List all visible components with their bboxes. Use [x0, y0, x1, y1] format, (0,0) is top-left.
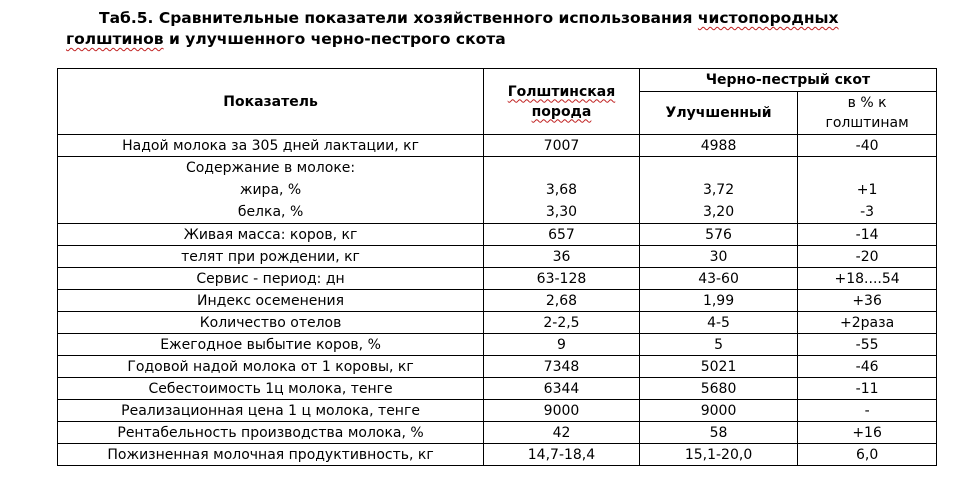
row-label: Надой молока за 305 дней лактации, кг	[58, 135, 484, 157]
cell-pct: -40	[798, 135, 937, 157]
cell-improved: 43-60	[639, 268, 797, 290]
header-pct	[798, 92, 937, 135]
row-label: Живая масса: коров, кг	[58, 224, 484, 246]
table-row	[58, 334, 937, 356]
cell-improved: 9000	[639, 400, 797, 422]
header-row	[58, 69, 937, 92]
cell-value: +1	[856, 182, 878, 198]
empty-line	[484, 157, 639, 179]
row-label: телят при рождении, кг	[58, 246, 484, 268]
header-indicator: Показатель	[58, 69, 484, 135]
cell-value: 3,20	[702, 204, 735, 220]
header-pct-label: в % к голштинам	[825, 95, 909, 131]
row-label	[58, 157, 484, 224]
title-text-part: Таб.5. Сравнительные показатели хозяйственного использования	[99, 9, 698, 27]
row-label-sub: жира, %	[239, 182, 302, 198]
cell-improved	[639, 157, 797, 224]
cell-pct: +18....54	[798, 268, 937, 290]
table-row	[58, 356, 937, 378]
cell-improved: 15,1-20,0	[639, 444, 797, 466]
table-row	[58, 246, 937, 268]
table-title-line2	[66, 29, 936, 50]
cell-improved: 576	[639, 224, 797, 246]
table-row	[58, 378, 937, 400]
header-holstein-label: Голштинская порода	[507, 83, 616, 120]
row-label: Реализационная цена 1 ц молока, тенге	[58, 400, 484, 422]
row-label-sub: белка, %	[237, 204, 304, 220]
row-label: Количество отелов	[58, 312, 484, 334]
cell-value: 3,72	[702, 182, 735, 198]
row-label: Индекс осеменения	[58, 290, 484, 312]
row-label: Годовой надой молока от 1 коровы, кг	[58, 356, 484, 378]
table-row	[58, 268, 937, 290]
cell-pct: -14	[798, 224, 937, 246]
table-row	[58, 135, 937, 157]
cell-value: 3,68	[545, 182, 578, 198]
cell-pct: +2раза	[798, 312, 937, 334]
cell-holstein: 14,7-18,4	[484, 444, 640, 466]
cell-holstein: 63-128	[484, 268, 640, 290]
row-label: Сервис - период: дн	[58, 268, 484, 290]
cell-pct: -	[798, 400, 937, 422]
table-row	[58, 224, 937, 246]
header-improved: Улучшенный	[639, 92, 797, 135]
row-label: Пожизненная молочная продуктивность, кг	[58, 444, 484, 466]
header-holstein	[484, 69, 640, 135]
cell-value: 3,30	[545, 204, 578, 220]
row-label: Рентабельность производства молока, %	[58, 422, 484, 444]
cell-improved: 5680	[639, 378, 797, 400]
table-row	[58, 400, 937, 422]
empty-line	[640, 157, 797, 179]
cell-holstein: 9000	[484, 400, 640, 422]
cell-holstein: 2,68	[484, 290, 640, 312]
cell-pct: -46	[798, 356, 937, 378]
cell-holstein	[484, 157, 640, 224]
row-label: Себестоимость 1ц молока, тенге	[58, 378, 484, 400]
table-row	[58, 157, 937, 224]
cell-improved: 30	[639, 246, 797, 268]
cell-holstein: 657	[484, 224, 640, 246]
table-row	[58, 312, 937, 334]
row-label: Ежегодное выбытие коров, %	[58, 334, 484, 356]
cell-improved: 5	[639, 334, 797, 356]
cell-holstein: 36	[484, 246, 640, 268]
title-text-part: и улучшенного черно-пестрого скота	[163, 30, 506, 48]
table-title-line1	[66, 8, 936, 29]
cell-holstein: 42	[484, 422, 640, 444]
cell-holstein: 7007	[484, 135, 640, 157]
table-row	[58, 422, 937, 444]
cell-pct: +16	[798, 422, 937, 444]
cell-pct: +36	[798, 290, 937, 312]
cell-pct	[798, 157, 937, 224]
table-row	[58, 444, 937, 466]
cell-pct: -55	[798, 334, 937, 356]
cell-holstein: 9	[484, 334, 640, 356]
cell-holstein: 7348	[484, 356, 640, 378]
cell-improved: 4-5	[639, 312, 797, 334]
cell-holstein: 6344	[484, 378, 640, 400]
title-text-part: голштинов	[66, 30, 164, 48]
cell-pct: 6,0	[798, 444, 937, 466]
row-label-header: Содержание в молоке:	[185, 160, 356, 176]
cell-pct: -20	[798, 246, 937, 268]
cell-improved: 1,99	[639, 290, 797, 312]
cell-value: -3	[860, 204, 875, 220]
cell-improved: 4988	[639, 135, 797, 157]
cell-improved: 5021	[639, 356, 797, 378]
comparison-table	[57, 68, 937, 466]
cell-improved: 58	[639, 422, 797, 444]
title-text-part: чистопородных	[697, 9, 839, 27]
table-row	[58, 290, 937, 312]
cell-pct: -11	[798, 378, 937, 400]
cell-holstein: 2-2,5	[484, 312, 640, 334]
empty-line	[798, 157, 936, 179]
table-title	[66, 8, 936, 50]
header-blackpied: Черно-пестрый скот	[639, 69, 936, 92]
